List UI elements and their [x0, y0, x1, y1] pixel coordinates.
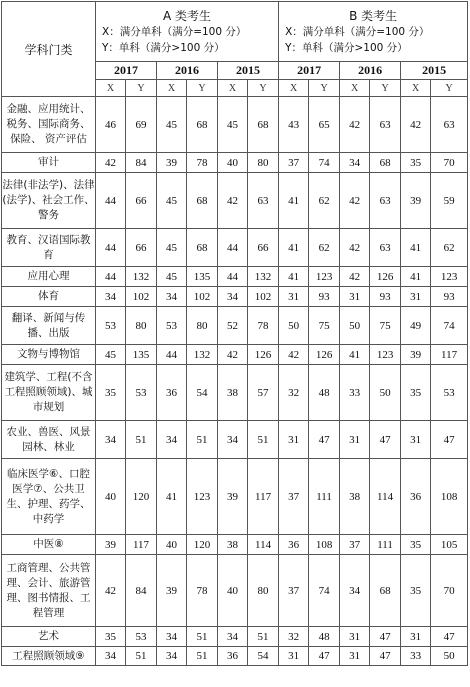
score-cell: 42 — [96, 153, 126, 173]
score-cell: 33 — [340, 365, 370, 421]
group-b-y-note: Y：单科（满分>100 分） — [285, 41, 408, 54]
score-cell: 35 — [401, 535, 431, 555]
score-cell: 108 — [309, 535, 340, 555]
score-cell: 123 — [370, 345, 401, 365]
score-cell: 44 — [218, 267, 248, 287]
score-cell: 114 — [248, 535, 279, 555]
score-cell: 105 — [431, 535, 468, 555]
subject-cell: 审计 — [2, 153, 96, 173]
score-cell: 93 — [309, 287, 340, 307]
score-cell: 74 — [431, 307, 468, 345]
score-cell: 74 — [309, 555, 340, 627]
score-cell: 59 — [431, 173, 468, 229]
score-cell: 34 — [157, 287, 187, 307]
score-cell: 135 — [126, 345, 157, 365]
score-line-table — [1, 1, 468, 666]
score-cell: 31 — [279, 287, 309, 307]
score-cell: 34 — [340, 153, 370, 173]
y-column-header: Y — [126, 80, 157, 97]
subject-cell: 农业、兽医、风景园林、林业 — [2, 421, 96, 459]
score-cell: 41 — [340, 345, 370, 365]
score-cell: 68 — [187, 229, 218, 267]
score-cell: 132 — [187, 345, 218, 365]
subject-cell: 法律(非法学)、法律(法学)、社会工作、警务 — [2, 173, 96, 229]
table-row — [2, 535, 468, 555]
group-b-title: B 类考生 — [349, 8, 398, 23]
score-cell: 75 — [370, 307, 401, 345]
score-cell: 35 — [401, 153, 431, 173]
score-cell: 51 — [126, 647, 157, 666]
score-cell: 44 — [96, 267, 126, 287]
score-cell: 45 — [218, 97, 248, 153]
score-cell: 31 — [401, 421, 431, 459]
score-cell: 40 — [157, 535, 187, 555]
score-cell: 31 — [340, 627, 370, 647]
score-cell: 42 — [218, 345, 248, 365]
score-cell: 36 — [279, 535, 309, 555]
group-b-x-note: X：满分单科（满分=100 分） — [285, 25, 430, 38]
score-cell: 46 — [96, 97, 126, 153]
score-cell: 102 — [187, 287, 218, 307]
score-cell: 38 — [218, 535, 248, 555]
score-cell: 78 — [187, 555, 218, 627]
score-cell: 31 — [401, 287, 431, 307]
score-cell: 32 — [279, 627, 309, 647]
score-rows — [2, 97, 468, 666]
score-cell: 44 — [157, 345, 187, 365]
group-header-row — [2, 2, 468, 62]
table-row — [2, 345, 468, 365]
score-cell: 39 — [218, 459, 248, 535]
score-cell: 42 — [96, 555, 126, 627]
score-cell: 37 — [279, 153, 309, 173]
score-cell: 51 — [187, 421, 218, 459]
score-cell: 41 — [279, 173, 309, 229]
score-cell: 117 — [248, 459, 279, 535]
score-cell: 41 — [401, 229, 431, 267]
score-cell: 35 — [96, 627, 126, 647]
score-cell: 75 — [309, 307, 340, 345]
score-cell: 44 — [218, 229, 248, 267]
score-cell: 40 — [96, 459, 126, 535]
score-cell: 33 — [401, 647, 431, 666]
score-cell: 38 — [218, 365, 248, 421]
score-cell: 36 — [157, 365, 187, 421]
score-cell: 63 — [370, 229, 401, 267]
score-cell: 40 — [218, 555, 248, 627]
table-row — [2, 267, 468, 287]
score-cell: 41 — [401, 267, 431, 287]
score-cell: 34 — [340, 555, 370, 627]
subject-cell: 工程照顾领域⑨ — [2, 647, 96, 666]
score-cell: 123 — [187, 459, 218, 535]
score-cell: 93 — [370, 287, 401, 307]
score-cell: 102 — [126, 287, 157, 307]
score-cell: 78 — [187, 153, 218, 173]
score-cell: 123 — [431, 267, 468, 287]
score-cell: 31 — [340, 421, 370, 459]
subject-cell: 应用心理 — [2, 267, 96, 287]
score-cell: 36 — [401, 459, 431, 535]
score-cell: 80 — [187, 307, 218, 345]
year-header: 2017 — [279, 62, 340, 80]
y-column-header: Y — [431, 80, 468, 97]
score-cell: 66 — [248, 229, 279, 267]
table-row — [2, 365, 468, 421]
score-cell: 34 — [218, 627, 248, 647]
table-row — [2, 287, 468, 307]
score-cell: 68 — [370, 153, 401, 173]
score-cell: 38 — [340, 459, 370, 535]
group-a-x-note: X：满分单科（满分=100 分） — [102, 25, 247, 38]
y-column-header: Y — [309, 80, 340, 97]
group-a-header — [96, 2, 279, 62]
score-cell: 108 — [431, 459, 468, 535]
score-cell: 68 — [248, 97, 279, 153]
score-cell: 62 — [309, 229, 340, 267]
y-column-header: Y — [187, 80, 218, 97]
x-column-header: X — [340, 80, 370, 97]
table-row — [2, 97, 468, 153]
year-header: 2016 — [157, 62, 218, 80]
score-cell: 80 — [248, 555, 279, 627]
year-header: 2015 — [218, 62, 279, 80]
score-cell: 53 — [431, 365, 468, 421]
subject-cell: 艺术 — [2, 627, 96, 647]
table-row — [2, 421, 468, 459]
x-column-header: X — [401, 80, 431, 97]
score-cell: 68 — [370, 555, 401, 627]
score-cell: 47 — [370, 647, 401, 666]
score-cell: 111 — [370, 535, 401, 555]
score-cell: 51 — [187, 627, 218, 647]
score-cell: 126 — [309, 345, 340, 365]
score-cell: 34 — [218, 421, 248, 459]
score-cell: 47 — [370, 627, 401, 647]
subject-cell: 金融、应用统计、税务、国际商务、保险、 资产评估 — [2, 97, 96, 153]
score-cell: 42 — [340, 173, 370, 229]
score-cell: 35 — [96, 365, 126, 421]
score-cell: 42 — [218, 173, 248, 229]
score-cell: 47 — [370, 421, 401, 459]
score-cell: 42 — [340, 229, 370, 267]
score-cell: 49 — [401, 307, 431, 345]
score-cell: 34 — [218, 287, 248, 307]
score-cell: 50 — [340, 307, 370, 345]
score-cell: 132 — [248, 267, 279, 287]
subject-cell: 临床医学⑥、口腔医学⑦、公共卫生、护理、药学、中药学 — [2, 459, 96, 535]
score-cell: 36 — [218, 647, 248, 666]
score-cell: 54 — [187, 365, 218, 421]
subject-cell: 工商管理、公共管理、会计、旅游管理、图书情报、工程管理 — [2, 555, 96, 627]
score-cell: 42 — [340, 97, 370, 153]
score-cell: 117 — [431, 345, 468, 365]
score-cell: 70 — [431, 555, 468, 627]
subject-cell: 文物与博物馆 — [2, 345, 96, 365]
score-cell: 39 — [157, 153, 187, 173]
score-cell: 63 — [248, 173, 279, 229]
score-cell: 31 — [279, 421, 309, 459]
score-cell: 34 — [96, 647, 126, 666]
x-column-header: X — [157, 80, 187, 97]
group-a-y-note: Y：单科（满分>100 分） — [102, 41, 225, 54]
score-cell: 45 — [157, 229, 187, 267]
score-cell: 39 — [401, 345, 431, 365]
score-cell: 65 — [309, 97, 340, 153]
score-cell: 41 — [279, 229, 309, 267]
score-cell: 53 — [157, 307, 187, 345]
score-cell: 47 — [309, 421, 340, 459]
score-cell: 78 — [248, 307, 279, 345]
score-cell: 48 — [309, 627, 340, 647]
table-row — [2, 459, 468, 535]
score-cell: 68 — [187, 173, 218, 229]
score-cell: 39 — [157, 555, 187, 627]
score-cell: 53 — [126, 627, 157, 647]
score-cell: 70 — [431, 153, 468, 173]
score-cell: 42 — [401, 97, 431, 153]
table-row — [2, 307, 468, 345]
score-cell: 135 — [187, 267, 218, 287]
year-header: 2015 — [401, 62, 468, 80]
score-cell: 120 — [126, 459, 157, 535]
score-cell: 34 — [96, 287, 126, 307]
group-a-title: A 类考生 — [163, 8, 212, 23]
score-cell: 35 — [401, 555, 431, 627]
y-column-header: Y — [370, 80, 401, 97]
score-cell: 34 — [96, 421, 126, 459]
score-cell: 31 — [401, 627, 431, 647]
y-column-header: Y — [248, 80, 279, 97]
score-cell: 37 — [279, 459, 309, 535]
score-cell: 74 — [309, 153, 340, 173]
score-cell: 37 — [279, 555, 309, 627]
subject-cell: 教育、汉语国际教育 — [2, 229, 96, 267]
score-cell: 39 — [96, 535, 126, 555]
score-cell: 41 — [279, 267, 309, 287]
score-cell: 80 — [126, 307, 157, 345]
subject-cell: 建筑学、工程(不含工程照顾领域)、城市规划 — [2, 365, 96, 421]
score-cell: 51 — [126, 421, 157, 459]
score-cell: 84 — [126, 555, 157, 627]
score-cell: 84 — [126, 153, 157, 173]
score-cell: 62 — [431, 229, 468, 267]
subject-cell: 体育 — [2, 287, 96, 307]
score-cell: 62 — [309, 173, 340, 229]
score-cell: 63 — [370, 97, 401, 153]
score-cell: 69 — [126, 97, 157, 153]
score-cell: 43 — [279, 97, 309, 153]
subject-cell: 翻译、新闻与传播、出版 — [2, 307, 96, 345]
score-cell: 120 — [187, 535, 218, 555]
table-row — [2, 555, 468, 627]
score-cell: 66 — [126, 229, 157, 267]
score-cell: 54 — [248, 647, 279, 666]
category-header: 学科门类 — [2, 2, 96, 97]
score-cell: 42 — [340, 267, 370, 287]
table-row — [2, 153, 468, 173]
score-cell: 44 — [96, 173, 126, 229]
score-cell: 57 — [248, 365, 279, 421]
score-cell: 39 — [401, 173, 431, 229]
score-cell: 117 — [126, 535, 157, 555]
table-row — [2, 647, 468, 666]
score-cell: 93 — [431, 287, 468, 307]
score-cell: 48 — [309, 365, 340, 421]
score-cell: 47 — [309, 647, 340, 666]
score-cell: 53 — [96, 307, 126, 345]
score-cell: 31 — [340, 287, 370, 307]
score-cell: 45 — [157, 267, 187, 287]
score-cell: 47 — [431, 421, 468, 459]
score-cell: 102 — [248, 287, 279, 307]
score-cell: 63 — [431, 97, 468, 153]
year-header: 2017 — [96, 62, 157, 80]
subject-cell: 中医⑧ — [2, 535, 96, 555]
score-cell: 45 — [96, 345, 126, 365]
score-cell: 35 — [401, 365, 431, 421]
score-cell: 44 — [96, 229, 126, 267]
score-cell: 47 — [431, 627, 468, 647]
score-cell: 34 — [157, 421, 187, 459]
score-cell: 37 — [340, 535, 370, 555]
score-cell: 51 — [248, 627, 279, 647]
score-cell: 63 — [370, 173, 401, 229]
score-cell: 34 — [157, 627, 187, 647]
score-cell: 42 — [279, 345, 309, 365]
score-cell: 52 — [218, 307, 248, 345]
score-cell: 32 — [279, 365, 309, 421]
score-cell: 123 — [309, 267, 340, 287]
score-cell: 114 — [370, 459, 401, 535]
score-cell: 111 — [309, 459, 340, 535]
score-cell: 132 — [126, 267, 157, 287]
score-cell: 45 — [157, 173, 187, 229]
score-cell: 45 — [157, 97, 187, 153]
score-cell: 50 — [279, 307, 309, 345]
score-cell: 31 — [340, 647, 370, 666]
group-b-header — [279, 2, 468, 62]
score-cell: 34 — [157, 647, 187, 666]
table-row — [2, 229, 468, 267]
x-column-header: X — [279, 80, 309, 97]
score-cell: 126 — [370, 267, 401, 287]
table-row — [2, 627, 468, 647]
x-column-header: X — [96, 80, 126, 97]
score-cell: 50 — [431, 647, 468, 666]
score-cell: 68 — [187, 97, 218, 153]
score-cell: 126 — [248, 345, 279, 365]
score-cell: 40 — [218, 153, 248, 173]
score-cell: 41 — [157, 459, 187, 535]
table-row — [2, 173, 468, 229]
score-cell: 51 — [248, 421, 279, 459]
score-cell: 80 — [248, 153, 279, 173]
year-header: 2016 — [340, 62, 401, 80]
score-cell: 66 — [126, 173, 157, 229]
score-cell: 31 — [279, 647, 309, 666]
score-cell: 53 — [126, 365, 157, 421]
score-cell: 51 — [187, 647, 218, 666]
score-cell: 50 — [370, 365, 401, 421]
x-column-header: X — [218, 80, 248, 97]
